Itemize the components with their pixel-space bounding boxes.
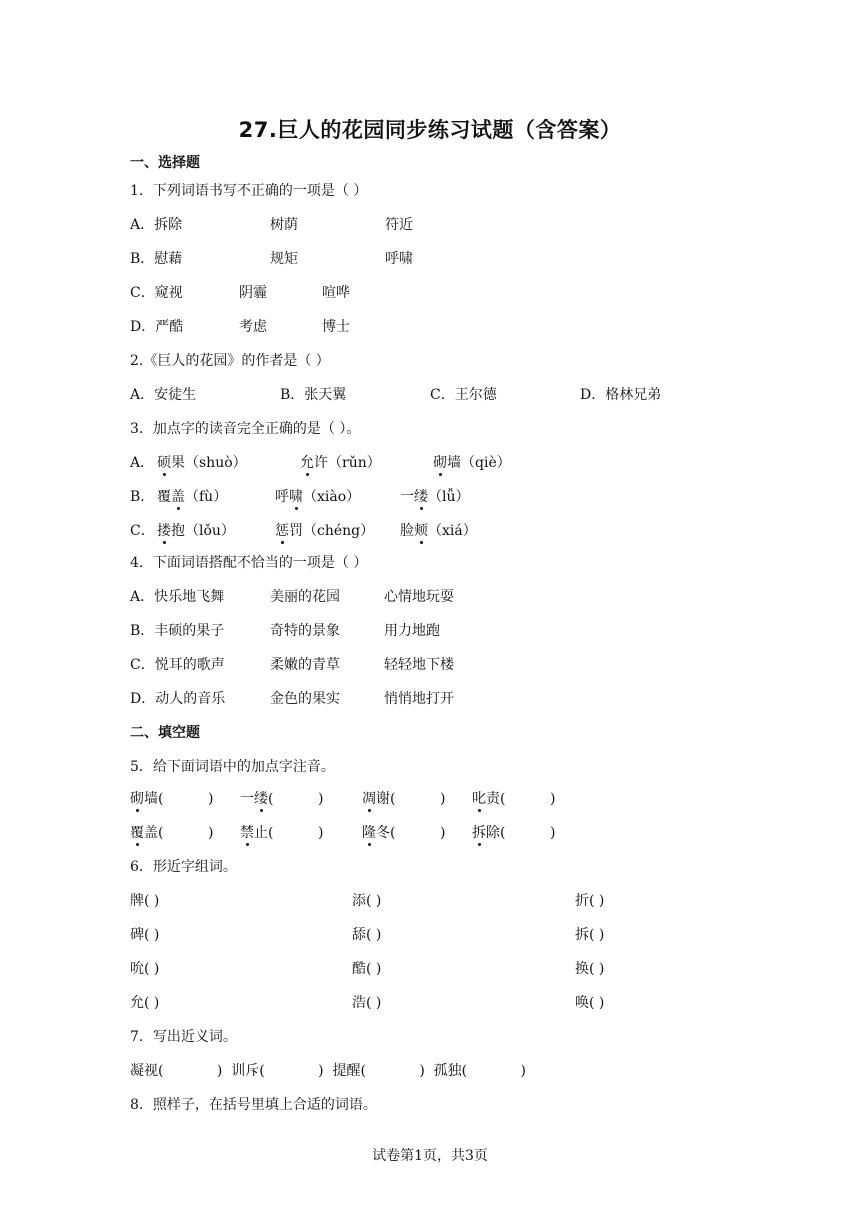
q3-option-item [157, 452, 247, 472]
q2-option-c: C．王尔德 [430, 387, 497, 403]
q1-option-d-word3: 博士 [322, 319, 350, 335]
text-segment: 果（shuò） [171, 455, 247, 471]
dotted-character: 覆 [130, 822, 144, 842]
dotted-character: 硕 [157, 452, 171, 472]
q1-option-a-word3: 符近 [385, 217, 413, 233]
q6-item: 牌( ) [130, 893, 160, 909]
q1-option-a-word2: 树荫 [270, 217, 298, 233]
text-segment: 谢( ) [376, 791, 446, 807]
text-segment: （xiá） [428, 523, 477, 539]
text-segment: 盖( ) [144, 825, 214, 841]
q3-option-item [275, 520, 374, 540]
text-segment: 一 [400, 489, 414, 505]
q2-option-a: A．安徒生 [130, 387, 197, 403]
dotted-character: 隆 [362, 822, 376, 842]
dotted-character: 缕 [414, 486, 428, 506]
dotted-character: 允 [300, 452, 314, 472]
text-segment: （fù） [185, 489, 228, 505]
q5-item [130, 822, 213, 842]
dotted-character: 惩 [275, 520, 289, 540]
q4-option-b-word3: 用力地跑 [384, 623, 440, 639]
text-segment: 除( ) [486, 825, 556, 841]
text-segment: 责( ) [486, 791, 556, 807]
q4-option-d-word3: 悄悄地打开 [384, 691, 454, 707]
dotted-character: 盖 [171, 486, 185, 506]
question-5-stem: 5．给下面词语中的加点字注音。 [130, 759, 335, 775]
q3-option-item [433, 452, 511, 472]
text-segment: 许（rǔn） [314, 455, 381, 471]
q4-option-b: B．丰硕的果子 [130, 623, 225, 639]
dotted-character: 搂 [157, 520, 171, 540]
q4-option-c: C．悦耳的歌声 [130, 657, 225, 673]
text-segment: 一 [240, 791, 254, 807]
dotted-character: 凋 [362, 788, 376, 808]
q3-option-label: C． [130, 523, 155, 539]
question-8-stem: 8．照样子，在括号里填上合适的词语。 [130, 1097, 377, 1113]
dotted-character: 啸 [289, 486, 303, 506]
q6-item: 碑( ) [130, 927, 160, 943]
q4-option-a-word3: 心情地玩耍 [384, 589, 454, 605]
q1-option-c-word3: 喧哗 [322, 285, 350, 301]
text-segment: 呼 [275, 489, 289, 505]
question-1-stem: 1．下列词语书写不正确的一项是（ ） [130, 183, 368, 199]
q3-option-item [400, 520, 477, 540]
q4-option-a: A．快乐地飞舞 [130, 589, 225, 605]
text-segment: 止( ) [254, 825, 324, 841]
q1-option-c-word2: 阴霾 [239, 285, 267, 301]
q3-option-item [157, 486, 227, 506]
text-segment: 墙（qiè） [447, 455, 511, 471]
q2-option-d: D．格林兄弟 [580, 387, 662, 403]
text-segment: 脸 [400, 523, 414, 539]
q4-option-c-word3: 轻轻地下楼 [384, 657, 454, 673]
q1-option-b: B．慰藉 [130, 251, 183, 267]
q5-item [472, 788, 555, 808]
q5-item [362, 788, 445, 808]
q3-option-label: B． [130, 489, 155, 505]
q1-option-b-word2: 规矩 [270, 251, 298, 267]
text-segment: 抱（lǒu） [171, 523, 235, 539]
q6-item: 换( ) [575, 961, 605, 977]
q5-item [130, 788, 213, 808]
text-segment: 罚（chéng） [289, 523, 375, 539]
dotted-character: 砌 [130, 788, 144, 808]
q3-option-item [300, 452, 381, 472]
q4-option-c-word2: 柔嫩的青草 [270, 657, 340, 673]
q6-item: 酷( ) [352, 961, 382, 977]
question-6-stem: 6．形近字组词。 [130, 859, 237, 875]
q4-option-d-word2: 金色的果实 [270, 691, 340, 707]
text-segment: （xiào） [303, 489, 361, 505]
text-segment: 覆 [157, 489, 171, 505]
q6-item: 添( ) [352, 893, 382, 909]
text-segment: 冬( ) [376, 825, 446, 841]
q6-item: 拆( ) [575, 927, 605, 943]
q6-item: 折( ) [575, 893, 605, 909]
dotted-character: 叱 [472, 788, 486, 808]
q1-option-d: D．严酷 [130, 319, 184, 335]
dotted-character: 缕 [254, 788, 268, 808]
q6-item: 舔( ) [352, 927, 382, 943]
question-2-stem: 2.《巨人的花园》的作者是（ ） [130, 353, 330, 369]
section-heading-fill: 二、填空题 [130, 725, 200, 741]
q3-option-item [400, 486, 470, 506]
q4-option-d: D．动人的音乐 [130, 691, 226, 707]
q5-item [362, 822, 445, 842]
q1-option-d-word2: 考虑 [239, 319, 267, 335]
q1-option-a: A．拆除 [130, 217, 183, 233]
q6-item: 浩( ) [352, 995, 382, 1011]
question-3-stem: 3．加点字的读音完全正确的是（ ）。 [130, 421, 361, 437]
text-segment: ( ) [268, 791, 324, 807]
q5-item [240, 822, 323, 842]
question-7-stem: 7．写出近义词。 [130, 1029, 237, 1045]
q6-item: 唤( ) [575, 995, 605, 1011]
q3-option-item [157, 520, 235, 540]
dotted-character: 颊 [414, 520, 428, 540]
question-4-stem: 4．下面词语搭配不恰当的一项是（ ） [130, 555, 368, 571]
dotted-character: 禁 [240, 822, 254, 842]
q4-option-b-word2: 奇特的景象 [270, 623, 340, 639]
q4-option-a-word2: 美丽的花园 [270, 589, 340, 605]
text-segment: （lǚ） [428, 489, 470, 505]
question-7-items: 凝视( ) 训斥( ) 提醒( ) 孤独( ) [130, 1063, 527, 1079]
q3-option-label: A． [130, 455, 155, 471]
dotted-character: 拆 [472, 822, 486, 842]
page-footer: 试卷第1页，共3页 [372, 1148, 488, 1164]
q5-item [472, 822, 555, 842]
q6-item: 吮( ) [130, 961, 160, 977]
page-title: 27.巨人的花园同步练习试题（含答案） [238, 118, 622, 142]
text-segment: 墙( ) [144, 791, 214, 807]
dotted-character: 砌 [433, 452, 447, 472]
q3-option-item [275, 486, 360, 506]
q6-item: 允( ) [130, 995, 160, 1011]
q2-option-b: B．张天翼 [280, 387, 347, 403]
q1-option-b-word3: 呼啸 [385, 251, 413, 267]
section-heading-choice: 一、选择题 [130, 155, 200, 171]
q1-option-c: C．窥视 [130, 285, 183, 301]
q5-item [240, 788, 323, 808]
